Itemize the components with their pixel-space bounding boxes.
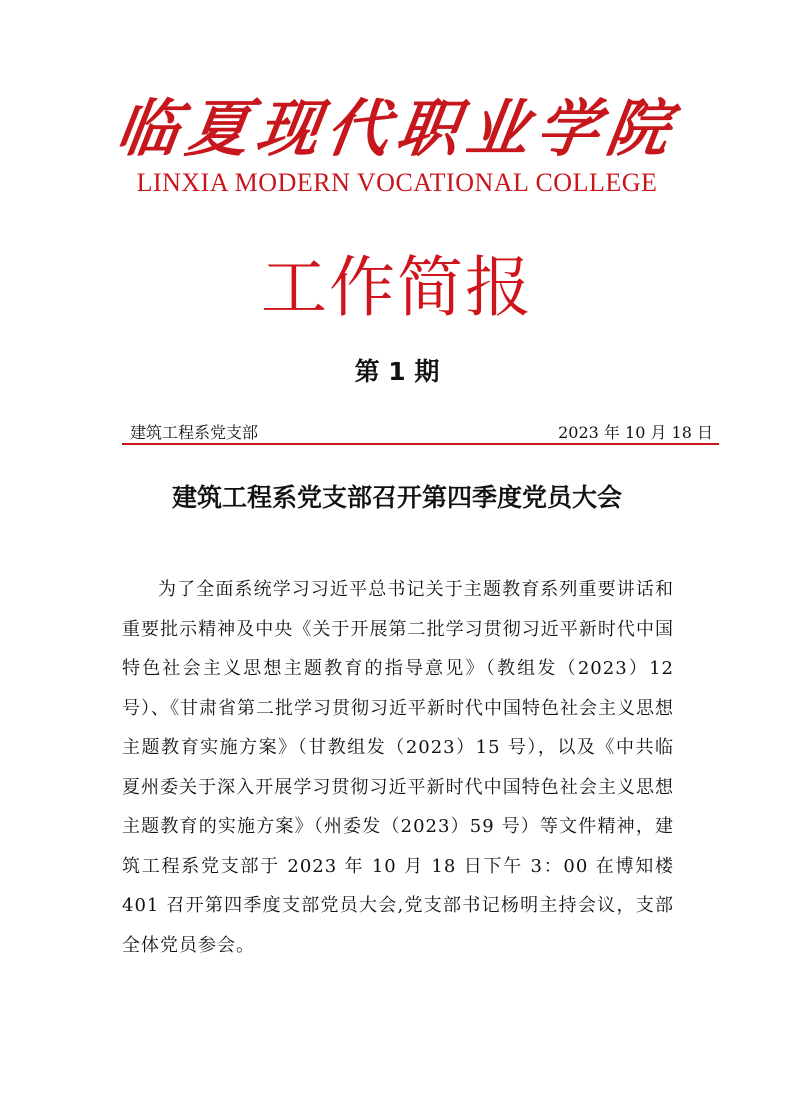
- header-meta-row: [122, 420, 717, 444]
- issue-date: 2023 年 10 月 18 日: [558, 423, 713, 442]
- bulletin-title: 工作简报: [261, 249, 533, 326]
- issuing-unit: 建筑工程系党支部: [130, 423, 259, 442]
- article-title: 建筑工程系党支部召开第四季度党员大会: [171, 483, 622, 512]
- college-name-english: LINXIA MODERN VOCATIONAL COLLEGE: [136, 168, 658, 197]
- red-divider-line: [122, 443, 719, 445]
- article-body-paragraph: 为了全面系统学习习近平总书记关于主题教育系列重要讲话和重要批示精神及中央《关于开展第二批学习贯彻习近平新时代中国特色社会主义思想主题教育的指导意见》（教组发（2023）12 号）、《甘肃省第二批学习贯彻习近平新时代中国特色社会主义思想主题教育实施方案》（甘教组发（2023）15 号），以及《中共临夏州委关于深入开展学习贯彻习近平新时代中国特色社会主义思想主题教育的实施方案》（州委发（2023）59 号）等文件精神，建筑工程系党支部于 2023 年 10 月 18 日下午 3：00 在博知楼 401 召开第四季度支部党员大会,党支部书记杨明主持会议，支部全体党员参会。: [122, 579, 674, 956]
- masthead: [0, 92, 794, 197]
- issue-number: 第 1 期: [354, 357, 440, 386]
- college-name-calligraphy-logo: 临夏现代职业学院: [111, 92, 683, 165]
